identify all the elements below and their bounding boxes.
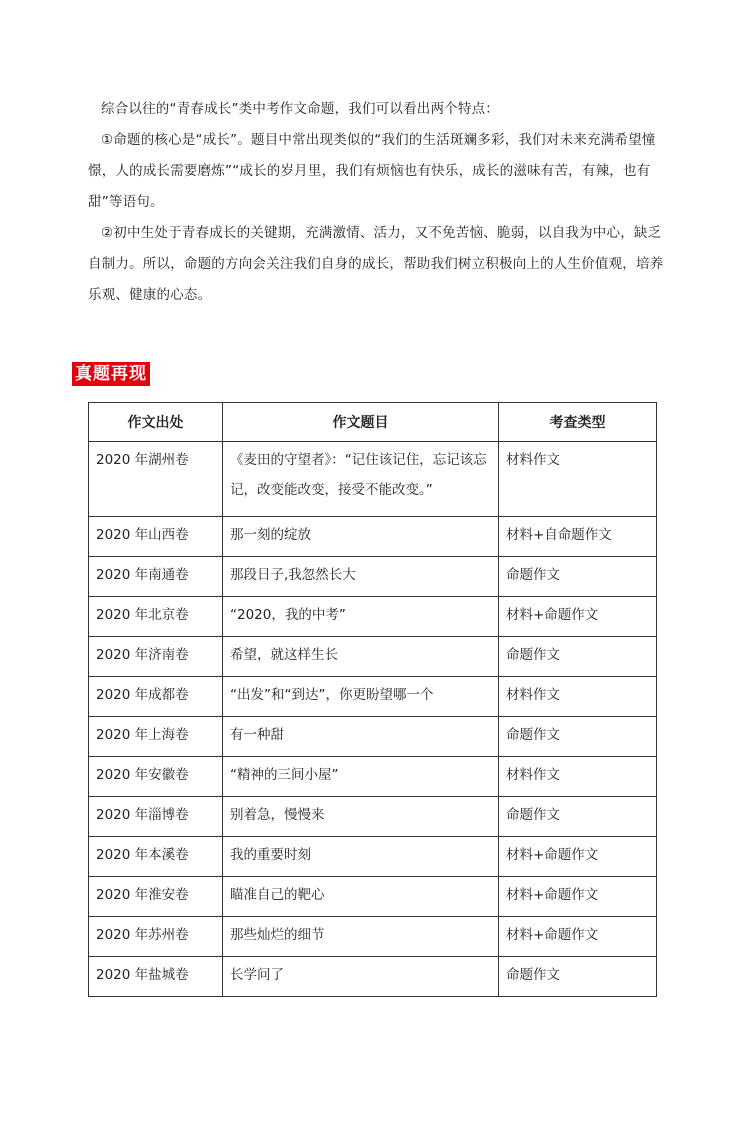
intro-paragraph: ①命题的核心是“成长”。题目中常出现类似的“我们的生活斑斓多彩，我们对未来充满希望憧憬，人的成长需要磨炼”“成长的岁月里，我们有烦恼也有快乐，成长的滋味有苦，有辣，也有甜”等语句。	[88, 132, 656, 210]
table-row	[89, 757, 657, 797]
table-row	[89, 917, 657, 957]
header-type: 考查类型	[499, 403, 657, 442]
table-row	[89, 637, 657, 677]
cell-type: 命题作文	[499, 637, 657, 677]
cell-source: 2020 年山西卷	[89, 517, 223, 557]
cell-type: 材料+自命题作文	[499, 517, 657, 557]
table-row	[89, 797, 657, 837]
table-row	[89, 837, 657, 877]
cell-type: 材料+命题作文	[499, 597, 657, 637]
cell-source: 2020 年上海卷	[89, 717, 223, 757]
cell-type: 材料作文	[499, 442, 657, 517]
table-row	[89, 442, 657, 517]
cell-source: 2020 年济南卷	[89, 637, 223, 677]
intro-paragraph: 综合以往的“青春成长”类中考作文命题，我们可以看出两个特点：	[101, 101, 499, 117]
intro-text	[88, 94, 673, 311]
cell-type: 命题作文	[499, 797, 657, 837]
cell-title: 那一刻的绽放	[223, 517, 499, 557]
cell-title: “2020，我的中考”	[223, 597, 499, 637]
cell-title: “精神的三间小屋”	[223, 757, 499, 797]
cell-source: 2020 年本溪卷	[89, 837, 223, 877]
cell-type: 材料+命题作文	[499, 837, 657, 877]
cell-source: 2020 年淄博卷	[89, 797, 223, 837]
cell-type: 命题作文	[499, 557, 657, 597]
cell-source: 2020 年盐城卷	[89, 957, 223, 997]
cell-source: 2020 年淮安卷	[89, 877, 223, 917]
cell-source: 2020 年南通卷	[89, 557, 223, 597]
table-row	[89, 677, 657, 717]
table-row	[89, 557, 657, 597]
table-header-row	[89, 403, 657, 442]
cell-title: 我的重要时刻	[223, 837, 499, 877]
cell-source: 2020 年成都卷	[89, 677, 223, 717]
cell-title: 长学问了	[223, 957, 499, 997]
cell-title: 瞄准自己的靶心	[223, 877, 499, 917]
cell-source: 2020 年北京卷	[89, 597, 223, 637]
cell-source: 2020 年苏州卷	[89, 917, 223, 957]
table-row	[89, 877, 657, 917]
essay-topics-table	[88, 402, 657, 997]
table-row	[89, 517, 657, 557]
table-row	[89, 597, 657, 637]
cell-type: 材料+命题作文	[499, 877, 657, 917]
cell-title: 《麦田的守望者》：“记住该记住，忘记该忘记，改变能改变，接受不能改变。”	[223, 442, 499, 517]
cell-type: 材料+命题作文	[499, 917, 657, 957]
cell-source: 2020 年湖州卷	[89, 442, 223, 517]
header-title: 作文题目	[223, 403, 499, 442]
cell-title: 有一种甜	[223, 717, 499, 757]
intro-paragraph: ②初中生处于青春成长的关键期，充满激情、活力，又不免苦恼、脆弱，以自我为中心，缺乏自制力。所以，命题的方向会关注我们自身的成长，帮助我们树立积极向上的人生价值观，培养乐观、健康的心态。	[88, 225, 664, 303]
header-source: 作文出处	[89, 403, 223, 442]
cell-type: 材料作文	[499, 677, 657, 717]
table-row	[89, 717, 657, 757]
cell-type: 命题作文	[499, 717, 657, 757]
cell-type: 命题作文	[499, 957, 657, 997]
cell-title: 那些灿烂的细节	[223, 917, 499, 957]
cell-source: 2020 年安徽卷	[89, 757, 223, 797]
cell-title: 希望，就这样生长	[223, 637, 499, 677]
section-title: 真题再现	[72, 362, 150, 386]
cell-title: 别着急，慢慢来	[223, 797, 499, 837]
cell-title: 那段日子,我忽然长大	[223, 557, 499, 597]
table-row	[89, 957, 657, 997]
cell-type: 材料作文	[499, 757, 657, 797]
cell-title: “出发”和“到达”，你更盼望哪一个	[223, 677, 499, 717]
